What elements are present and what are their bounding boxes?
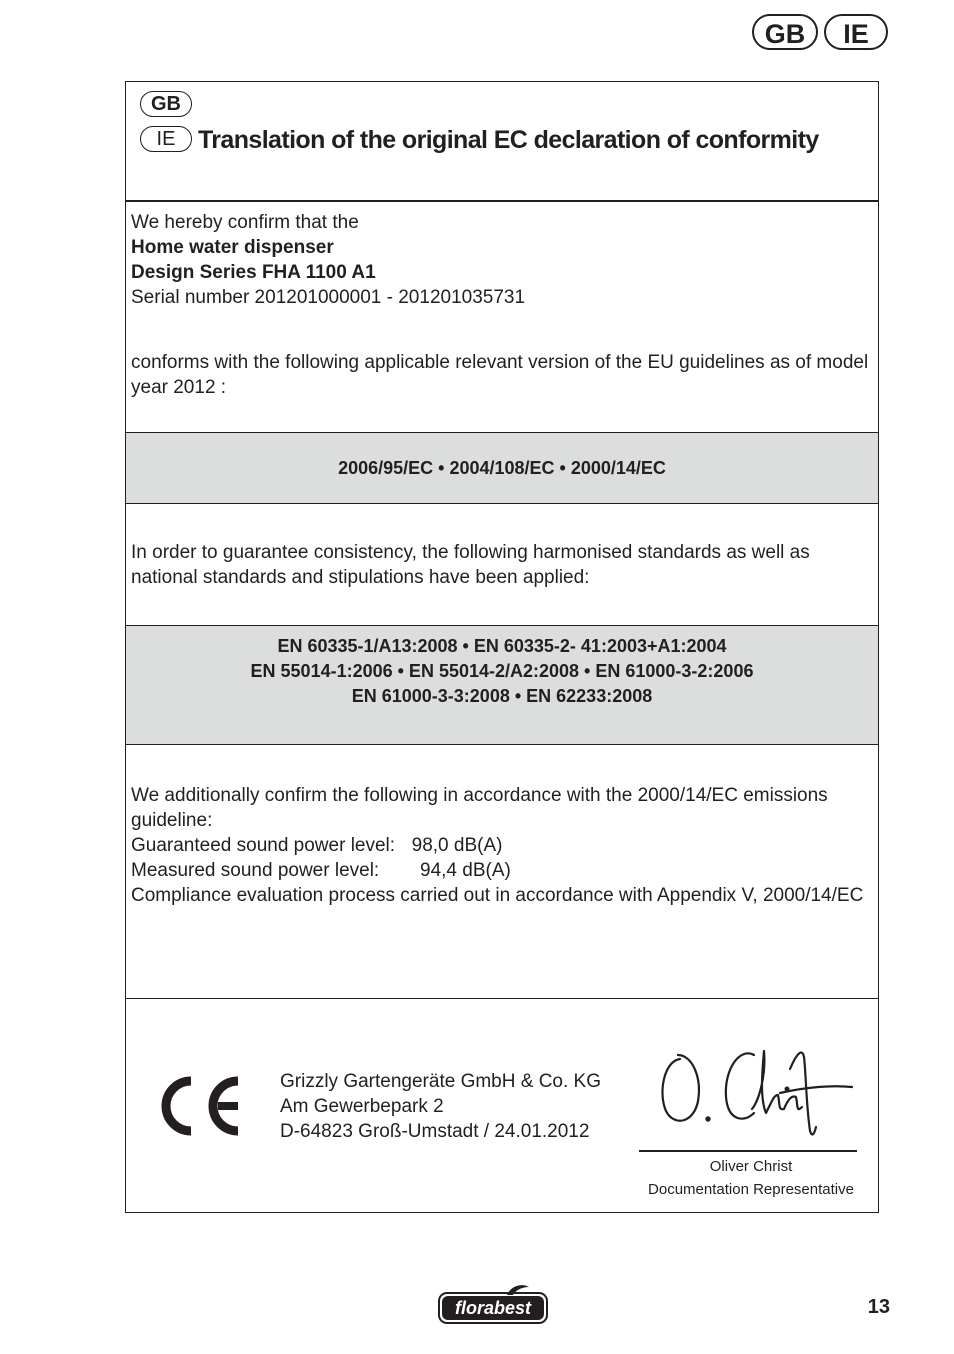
standards-line: EN 60335-1/A13:2008 • EN 60335-2- 41:2003+A1:2004	[277, 636, 727, 656]
page-title: Translation of the original EC declaration of conformity	[198, 126, 819, 154]
company-name: Grizzly Gartengeräte GmbH & Co. KG	[280, 1071, 601, 1092]
standards-line: EN 61000-3-3:2008 • EN 62233:2008	[351, 686, 653, 706]
signer-name: Oliver Christ	[709, 1158, 793, 1175]
header-badge-gb: GB	[140, 91, 192, 117]
signer-block	[631, 1155, 871, 1201]
ce-mark-icon	[158, 1073, 242, 1139]
directives-list: 2006/95/EC • 2004/108/EC • 2000/14/EC	[338, 458, 666, 478]
language-badge-gb: GB	[752, 14, 818, 50]
header-badge-ie: IE	[140, 126, 192, 152]
declaration-header	[126, 82, 878, 200]
page-number: 13	[867, 1296, 890, 1318]
intro-line: We hereby confirm that the	[131, 212, 359, 233]
serial-number: Serial number 201201000001 - 201201035731	[131, 287, 526, 308]
standards-intro: In order to guarantee consistency, the following harmonised standards as well as national standards and stipulations have been applied:	[131, 542, 810, 588]
model-name: Design Series FHA 1100 A1	[131, 262, 376, 283]
company-city-date: D-64823 Groß-Umstadt / 24.01.2012	[280, 1121, 590, 1142]
standards-line: EN 55014-1:2006 • EN 55014-2/A2:2008 • EN 61000-3-2:2006	[250, 661, 754, 681]
guaranteed-level-label: Guaranteed sound power level:	[131, 835, 396, 856]
signature-line	[639, 1150, 857, 1152]
guaranteed-level-value: 98,0 dB(A)	[411, 835, 503, 856]
guaranteed-level-row	[131, 833, 873, 858]
company-address	[280, 1069, 601, 1144]
conformity-statement: conforms with the following applicable relevant version of the EU guidelines as of model year 2012 :	[131, 352, 869, 398]
standards-box	[126, 625, 878, 744]
measured-level-label: Measured sound power level:	[131, 860, 380, 881]
measured-level-row	[131, 858, 873, 883]
signer-role: Documentation Representative	[648, 1181, 854, 1198]
measured-level-value: 94,4 dB(A)	[420, 860, 511, 881]
handwritten-signature	[656, 1043, 866, 1153]
standards-intro-section	[126, 503, 878, 625]
florabest-logo	[437, 1283, 549, 1327]
emissions-intro: We additionally confirm the following in accordance with the 2000/14/EC emissions guideline:	[131, 785, 828, 831]
emissions-section	[126, 744, 878, 998]
svg-text:florabest: florabest	[454, 1298, 532, 1318]
directives-box	[126, 432, 878, 503]
declaration-frame	[125, 81, 879, 1213]
product-name: Home water dispenser	[131, 237, 334, 258]
signature-section	[126, 998, 878, 1212]
company-street: Am Gewerbepark 2	[280, 1096, 444, 1117]
product-section	[126, 200, 878, 432]
compliance-statement: Compliance evaluation process carried out in accordance with Appendix V, 2000/14/EC	[131, 885, 864, 906]
language-badge-ie: IE	[824, 14, 888, 50]
